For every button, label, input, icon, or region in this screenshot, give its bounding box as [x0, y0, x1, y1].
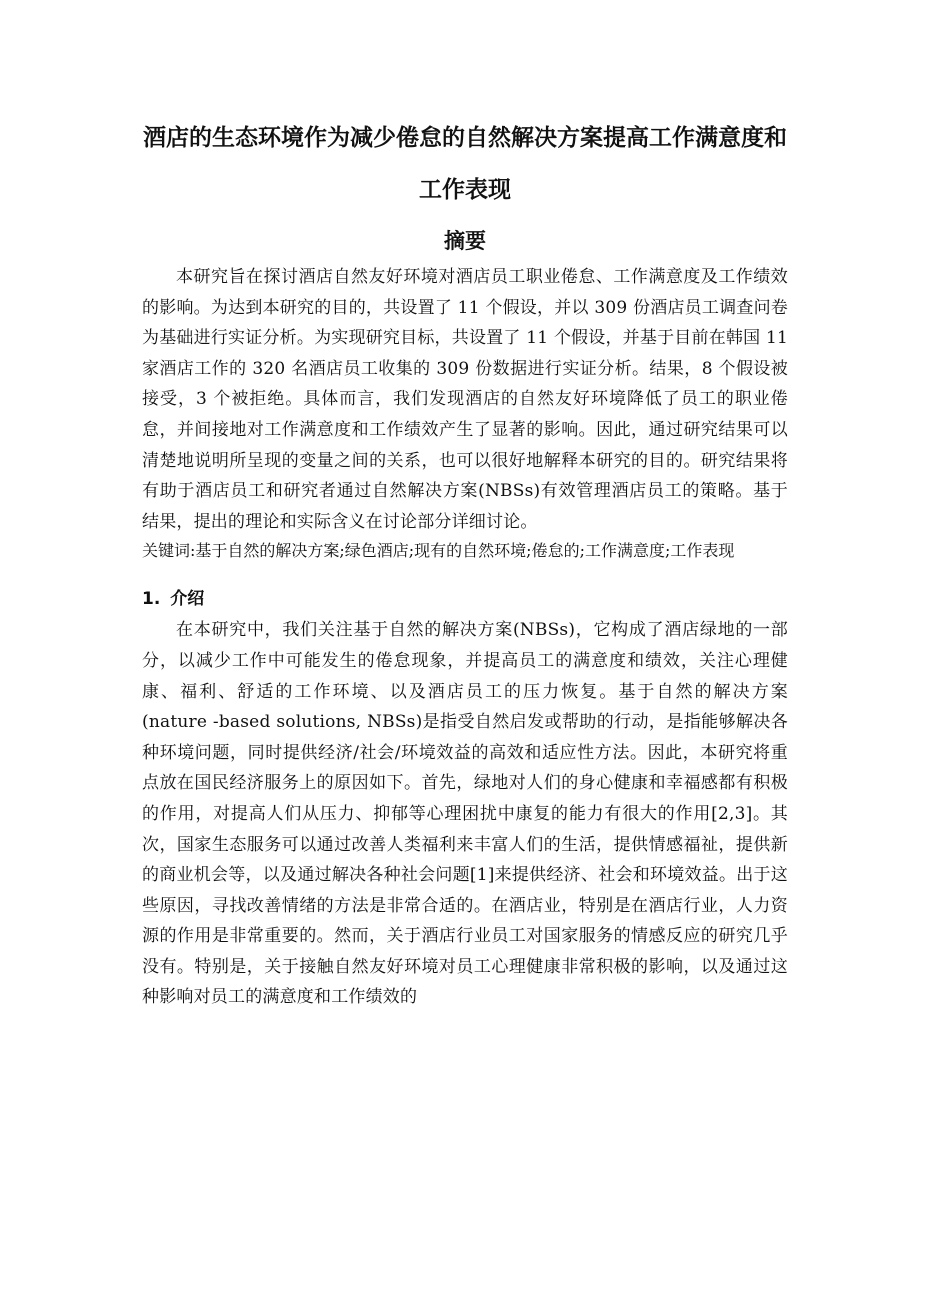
section-1-heading [142, 585, 788, 613]
keywords: 关键词:基于自然的解决方案;绿色酒店;现有的自然环境;倦怠的;工作满意度;工作表现 [142, 541, 735, 561]
abstract-text: 本研究旨在探讨酒店自然友好环境对酒店员工职业倦怠、工作满意度及工作绩效的影响。为达到本研究的目的，共设置了 11 个假设，并以 309 份酒店员工调查问卷为基础进行实证分析。为实现研究目标，共设置了 11 个假设，并基于目前在韩国 11 家酒店工作的 320 名酒店员工收集的 309 份数据进行实证分析。结果，8 个假设被接受，3 个被拒绝。具体而言，我们发现酒店的自然友好环境降低了员工的职业倦怠，并间接地对工作满意度和工作绩效产生了显著的影响。因此，通过研究结果可以清楚地说明所呈现的变量之间的关系，也可以很好地解释本研究的目的。研究结果将有助于酒店员工和研究者通过自然解决方案(NBSs)有效管理酒店员工的策略。基于结果，提出的理论和实际含义在讨论部分详细讨论。 [142, 267, 788, 532]
paper-page [142, 112, 788, 1013]
paper-title: 酒店的生态环境作为减少倦怠的自然解决方案提高工作满意度和工作表现 [143, 125, 787, 203]
abstract-heading: 摘要 [444, 229, 486, 253]
section-1-title: 介绍 [170, 589, 205, 610]
section-1-number: 1. [142, 589, 161, 610]
section-1-text: 在本研究中，我们关注基于自然的解决方案(NBSs)，它构成了酒店绿地的一部分，以减少工作中可能发生的倦怠现象，并提高员工的满意度和绩效，关注心理健康、福利、舒适的工作环境、以及酒店员工的压力恢复。基于自然的解决方案(nature -based solutions, NBSs)是指受自然启发或帮助的行动，是指能够解决各种环境问题，同时提供经济/社会/环境效益的高效和适应性方法。因此，本研究将重点放在国民经济服务上的原因如下。首先，绿地对人们的身心健康和幸福感都有积极的作用，对提高人们从压力、抑郁等心理困扰中康复的能力有很大的作用[2,3]。其次，国家生态服务可以通过改善人类福利来丰富人们的生活，提供情感福祉，提供新的商业机会等，以及通过解决各种社会问题[1]来提供经济、社会和环境效益。出于这些原因，寻找改善情绪的方法是非常合适的。在酒店业，特别是在酒店行业，人力资源的作用是非常重要的。然而，关于酒店行业员工对国家服务的情感反应的研究几乎没有。特别是，关于接触自然友好环境对员工心理健康非常积极的影响，以及通过这种影响对员工的满意度和工作绩效的 [142, 620, 788, 1008]
